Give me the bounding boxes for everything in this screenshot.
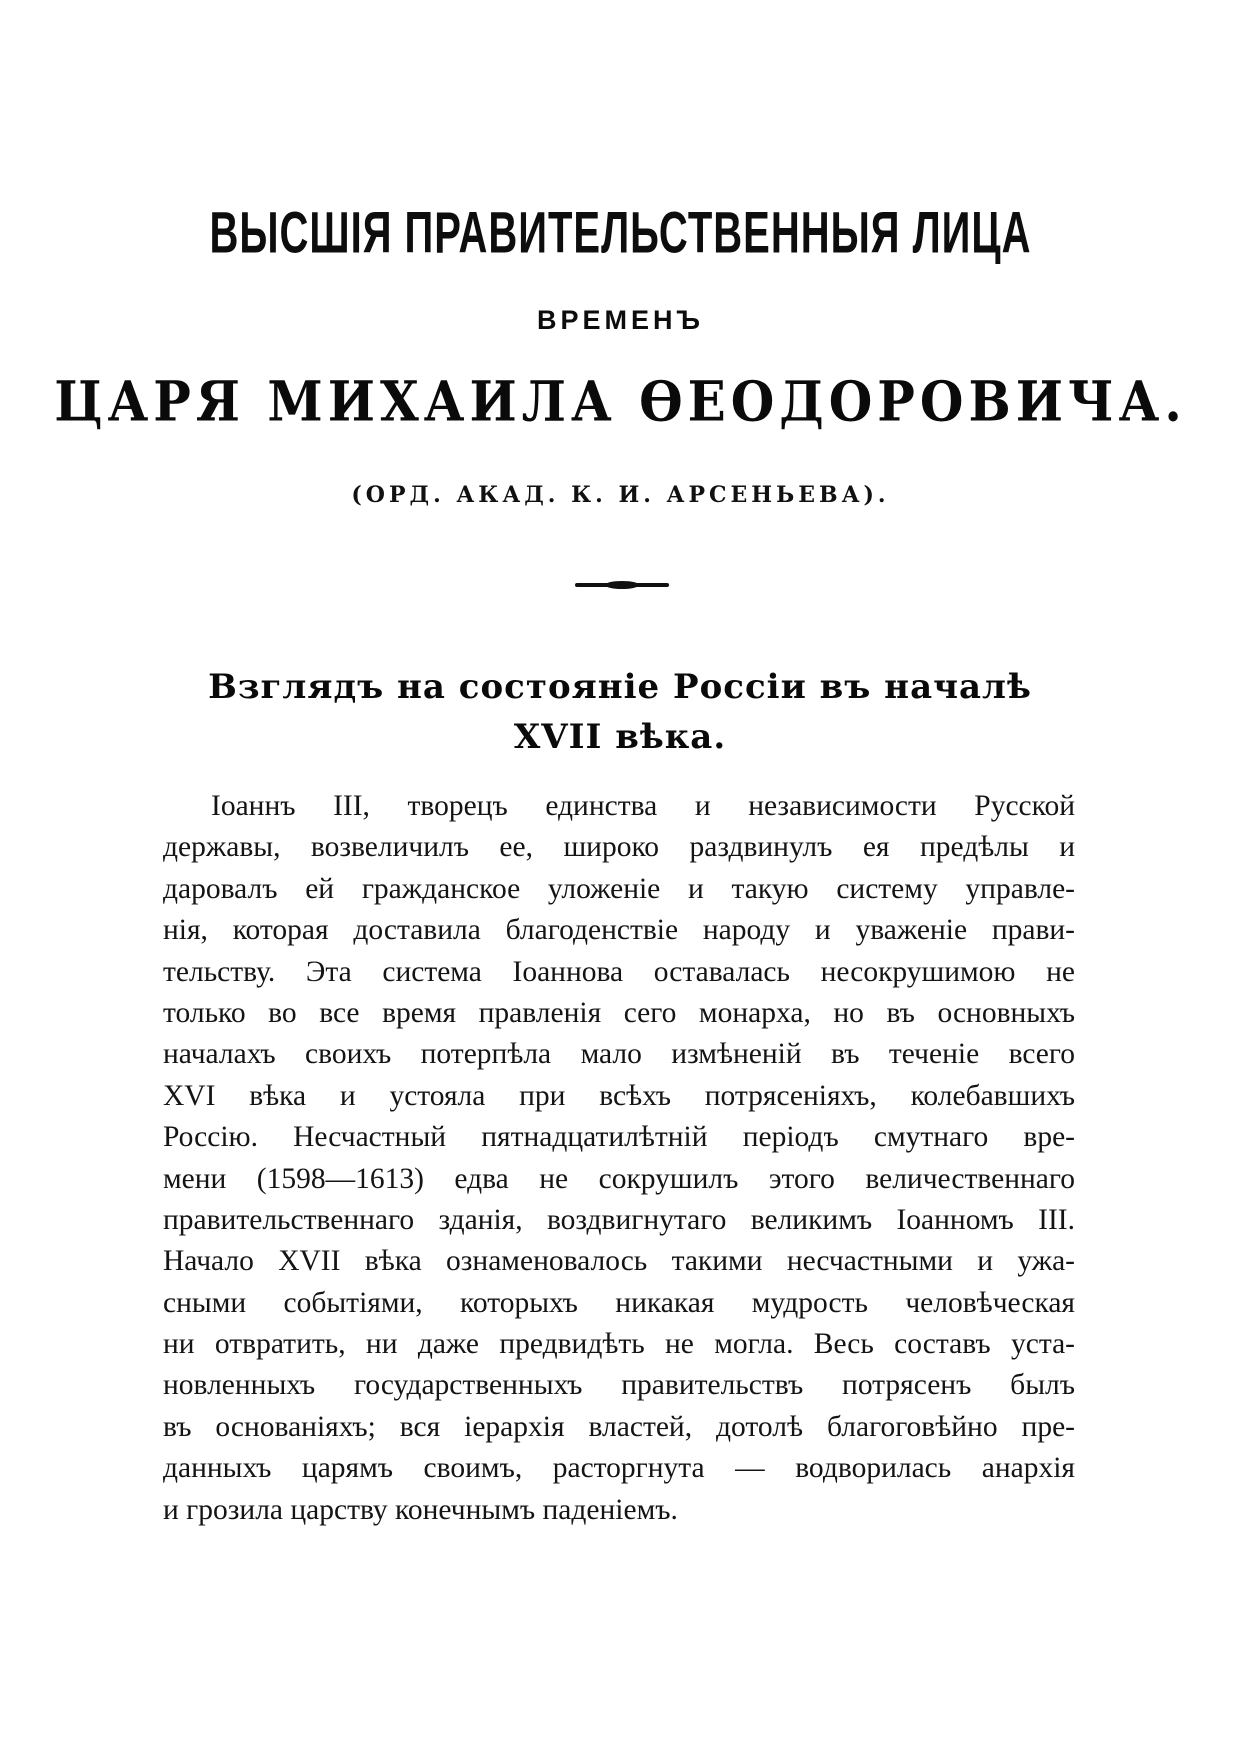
- text-line: въ основаніяхъ; вся іерархія властей, дотолѣ благоговѣйно пре-: [163, 1410, 1075, 1443]
- ornamental-divider: [575, 583, 669, 587]
- title-subtitle: ВРЕМЕНЪ: [537, 305, 704, 335]
- title-tsar-name: ЦАРЯ МИХАИЛА ѲЕОДОРОВИЧА.: [54, 369, 1187, 434]
- section-heading-line-1: Взглядъ на состояніе Россіи въ началѣ: [208, 667, 1032, 707]
- text-line: и грозила царству конечнымъ паденіемъ.: [163, 1493, 678, 1526]
- text-line: сными событіями, которыхъ никакая мудрость человѣческая: [163, 1286, 1075, 1319]
- text-line: даровалъ ей гражданское уложеніе и такую систему управле-: [163, 872, 1075, 905]
- text-line: данныхъ царямъ своимъ, расторгнута — водворилась анархія: [163, 1452, 1075, 1485]
- author-credit: (ОРД. АКАД. К. И. АРСЕНЬЕВА).: [351, 482, 890, 508]
- section-heading: [190, 662, 1050, 762]
- section-heading-line-2: XVII вѣка.: [513, 717, 727, 757]
- text-line: началахъ своихъ потерпѣла мало измѣненій въ теченіе всего: [163, 1038, 1075, 1071]
- title-main: ВЫСШІЯ ПРАВИТЕЛЬСТВЕННЫЯ ЛИЦА: [209, 201, 1032, 266]
- text-line: Начало XVII вѣка ознаменовалось такими несчастными и ужа-: [163, 1245, 1075, 1278]
- text-line: тельству. Эта система Іоаннова оставалась несокрушимою не: [163, 955, 1075, 988]
- text-line: правительственнаго зданія, воздвигнутаго великимъ Іоанномъ III.: [163, 1203, 1075, 1236]
- text-line: мени (1598—1613) едва не сокрушилъ этого величественнаго: [163, 1162, 1075, 1195]
- text-line: только во все время правленія сего монарха, но въ основныхъ: [163, 996, 1075, 1029]
- body-paragraph: [163, 786, 1075, 1531]
- text-line: новленныхъ государственныхъ правительствъ потрясенъ былъ: [163, 1369, 1075, 1402]
- text-line: XVI вѣка и устояла при всѣхъ потрясеніяхъ, колебавшихъ: [163, 1079, 1075, 1112]
- text-line: Іоаннъ III, творецъ единства и независимости Русской: [211, 790, 1075, 822]
- text-line: державы, возвеличилъ ее, широко раздвинулъ ея предѣлы и: [163, 831, 1075, 864]
- text-line: нія, которая доставила благоденствіе народу и уваженіе прави-: [163, 914, 1075, 947]
- text-line: Россію. Несчастный пятнадцатилѣтній періодъ смутнаго вре-: [163, 1121, 1075, 1154]
- text-line: ни отвратить, ни даже предвидѣть не могла. Весь составъ уста-: [163, 1328, 1075, 1361]
